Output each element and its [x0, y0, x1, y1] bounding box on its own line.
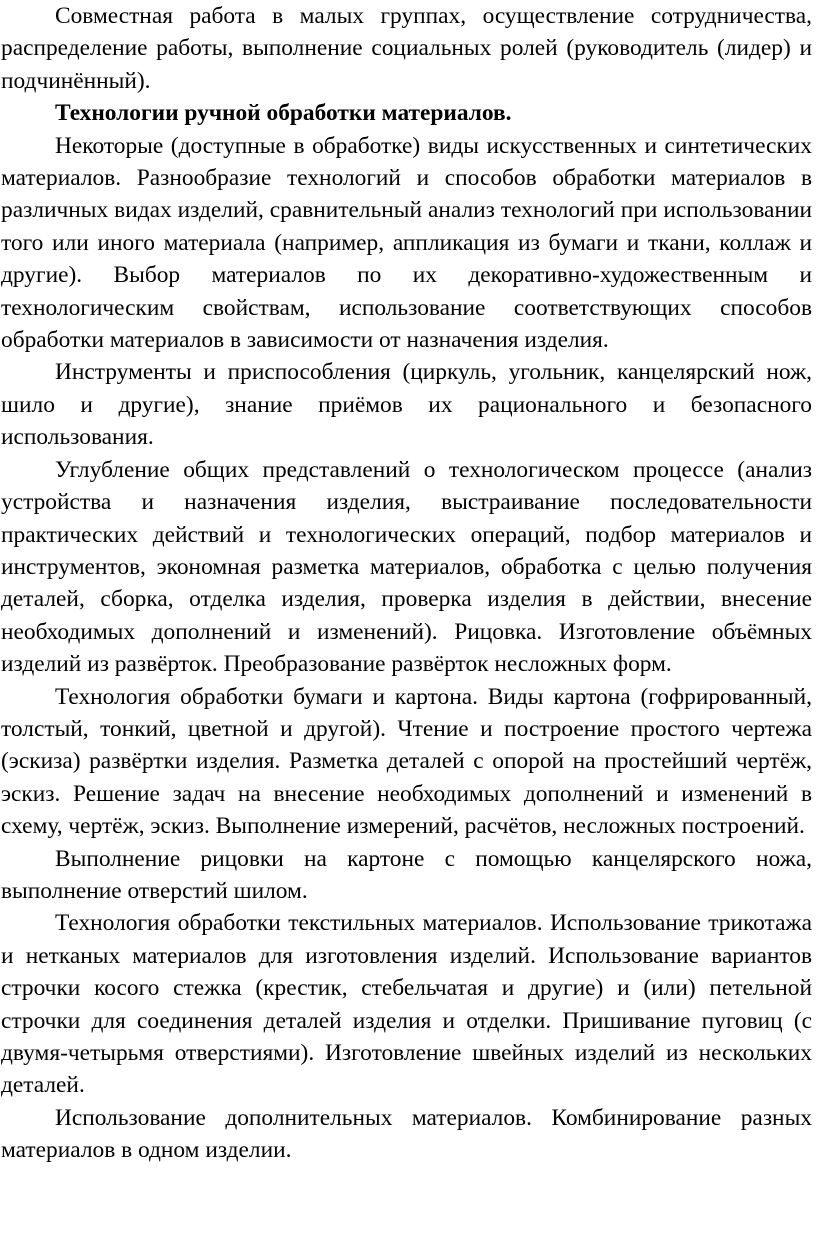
paragraph-group-work: Совместная работа в малых группах, осуществление сотрудничества, распределение работы, выполнение социальных ролей (руководитель (лидер) и подчинённый). — [1, 3, 812, 94]
section-heading: Технологии ручной обработки материалов. — [55, 100, 512, 127]
paragraph-additional-materials: Использование дополнительных материалов. Комбинирование разных материалов в одном изделии. — [1, 1104, 812, 1164]
paragraph-scoring: Выполнение рицовки на картоне с помощью канцелярского ножа, выполнение отверстий шилом. — [1, 845, 812, 904]
paragraph-technological-process: Углубление общих представлений о технологическом процессе (анализ устройства и назначения изделия, выстраивание последовательности практических действий и технологических операций, подбор материалов и инструментов, экономная разметка материалов, обработка с целью получения деталей, сборка, отделка изделия, проверка изделия в действии, внесение необходимых дополнений и изменений). Рицовка. Изготовление объёмных изделий из развёрток. Преобразование развёрток несложных форм. — [1, 456, 812, 678]
paragraph-textiles: Технология обработки текстильных материалов. Использование трикотажа и нетканых материалов для изготовления изделий. Использование вариантов строчки косого стежка (крестик, стебельчатая и другие) и (или) петельной строчки для соединения деталей изделия и отделки. Пришивание пуговиц (с двумя-четырьмя отверстиями). Изготовление швейных изделий из нескольких деталей. — [1, 910, 812, 1099]
paragraph-materials: Некоторые (доступные в обработке) виды искусственных и синтетических материалов. Разнообразие технологий и способов обработки материалов в различных видах изделий, сравнительный анализ технологий при использовании того или иного материала (например, аппликация из бумаги и ткани, коллаж и другие). Выбор материалов по их декоративно-художественным и технологическим свойствам, использование соответствующих способов обработки материалов в зависимости от назначения изделия. — [1, 132, 812, 354]
paragraph-paper-cardboard: Технология обработки бумаги и картона. Виды картона (гофрированный, толстый, тонкий, цветной и другой). Чтение и построение простого чертежа (эскиза) развёртки изделия. Разметка деталей с опорой на простейший чертёж, эскиз. Решение задач на внесение необходимых дополнений и изменений в схему, чертёж, эскиз. Выполнение измерений, расчётов, несложных построений. — [1, 683, 812, 840]
paragraph-tools: Инструменты и приспособления (циркуль, угольник, канцелярский нож, шило и другие), знание приёмов их рационального и безопасного использования. — [1, 359, 812, 451]
